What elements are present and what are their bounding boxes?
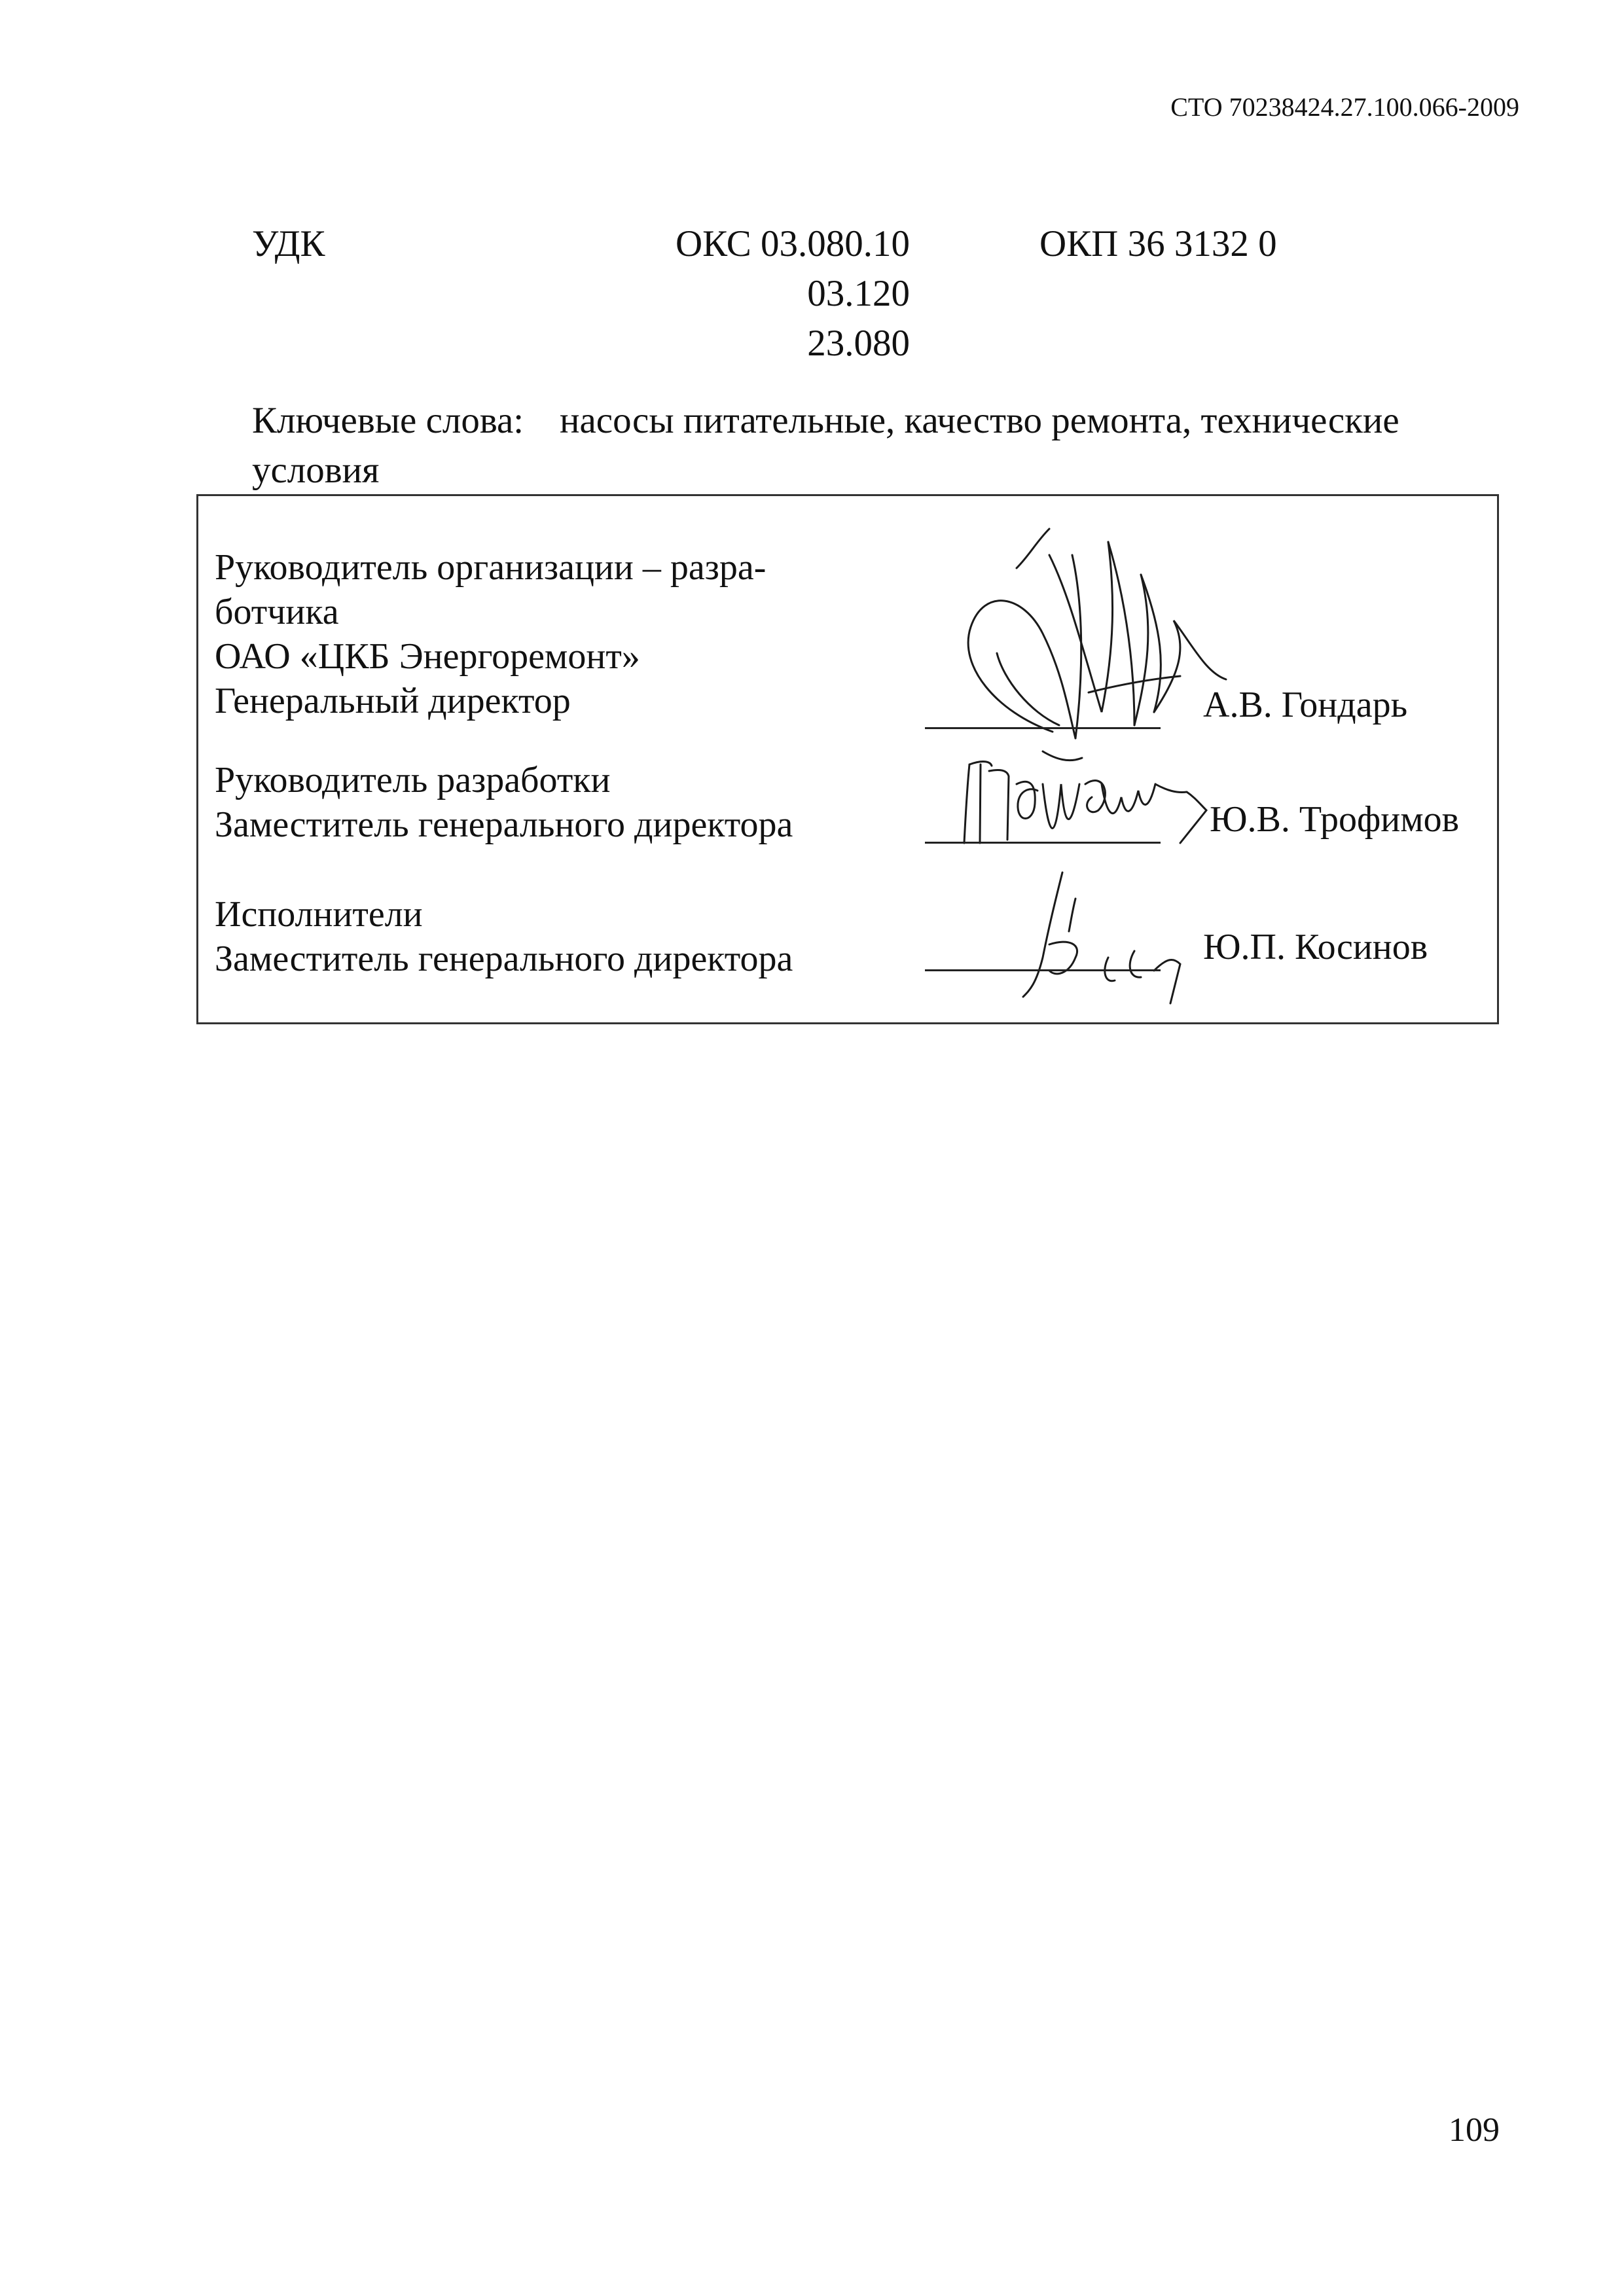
oks-line-3: 23.080 bbox=[807, 323, 910, 364]
okp-code: ОКП 36 3132 0 bbox=[1039, 223, 1277, 264]
keywords-label: Ключевые слова: bbox=[252, 400, 524, 441]
signatory-3-position bbox=[215, 892, 793, 981]
signature-line-1 bbox=[925, 727, 1161, 729]
signatory-1-line-1: Руководитель организации – разра- bbox=[215, 547, 767, 588]
signature-line-3 bbox=[925, 969, 1161, 971]
signatory-3-name: Ю.П. Косинов bbox=[1203, 927, 1428, 967]
document-code: СТО 70238424.27.100.066-2009 bbox=[1170, 92, 1519, 122]
signatory-2-name: Ю.В. Трофимов bbox=[1210, 799, 1460, 840]
signatory-3-line-1: Исполнители bbox=[215, 894, 423, 935]
signature-3 bbox=[977, 859, 1226, 1010]
signatory-1-line-3: ОАО «ЦКБ Энергоремонт» bbox=[215, 636, 640, 677]
oks-line-2: 03.120 bbox=[807, 273, 910, 314]
keywords bbox=[252, 396, 1496, 495]
signatory-2-line-1: Руководитель разработки bbox=[215, 760, 611, 800]
signature-2 bbox=[951, 745, 1239, 856]
udk-label: УДК bbox=[252, 223, 325, 264]
signature-1 bbox=[918, 516, 1259, 778]
keywords-text: насосы питательные, качество ремонта, технические условия bbox=[252, 400, 1399, 491]
signatory-2-position bbox=[215, 758, 793, 847]
oks-codes bbox=[674, 219, 910, 368]
signatory-2-line-2: Заместитель генерального директора bbox=[215, 804, 793, 845]
oks-line-1: ОКС 03.080.10 bbox=[675, 223, 910, 264]
signatory-3-line-2: Заместитель генерального директора bbox=[215, 939, 793, 979]
signature-table bbox=[196, 494, 1499, 1024]
signatory-1-name: А.В. Гондарь bbox=[1203, 685, 1408, 725]
signatory-1-line-2: ботчика bbox=[215, 592, 339, 632]
signature-line-2 bbox=[925, 842, 1161, 844]
signatory-1-line-4: Генеральный директор bbox=[215, 681, 571, 721]
page-number: 109 bbox=[1449, 2111, 1500, 2149]
signatory-1-position bbox=[215, 545, 766, 723]
